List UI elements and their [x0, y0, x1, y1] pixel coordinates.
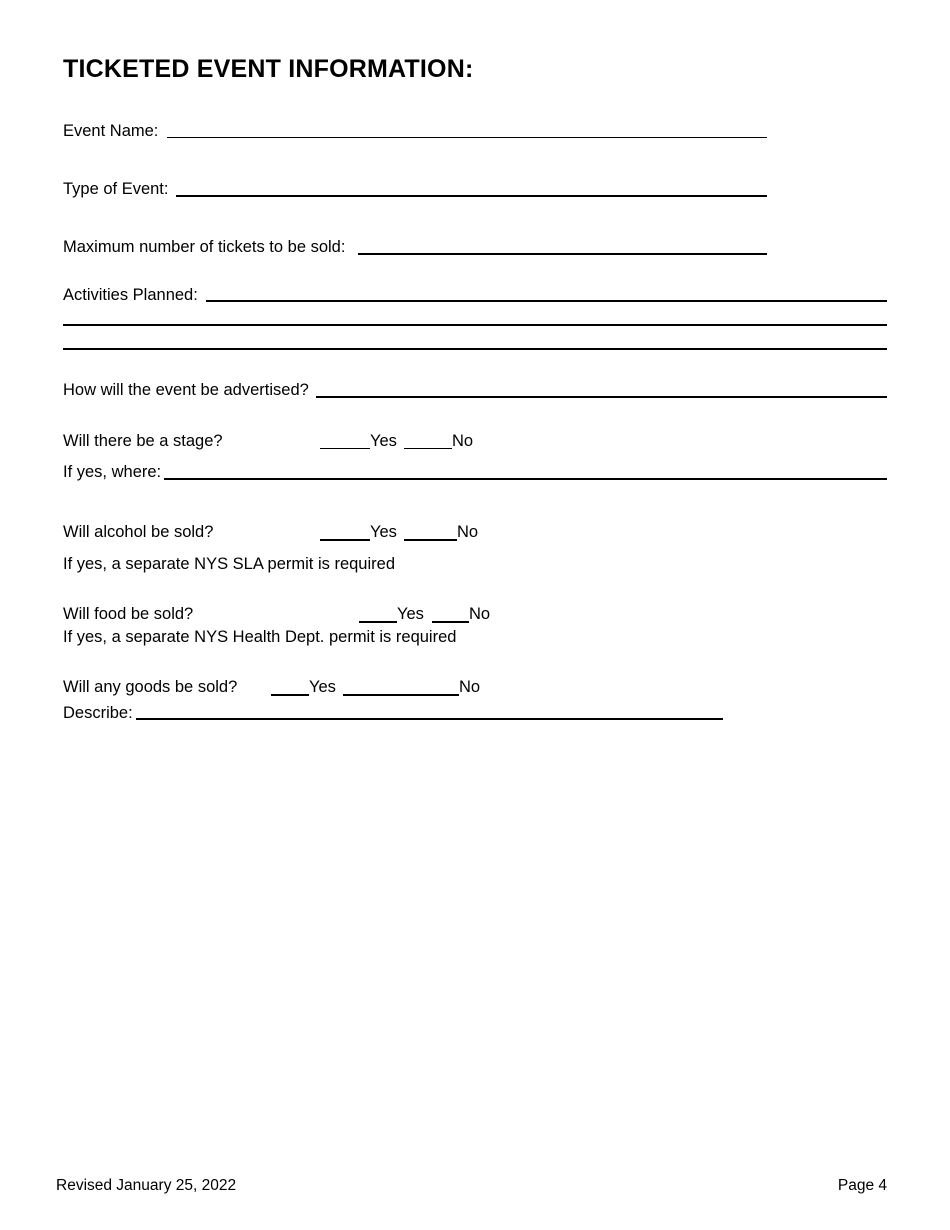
- max-tickets-label: Maximum number of tickets to be sold:: [63, 238, 346, 256]
- revised-date: Revised January 25, 2022: [56, 1177, 237, 1194]
- page-title: TICKETED EVENT INFORMATION:: [63, 55, 474, 83]
- alcohol-yes-label: Yes: [370, 523, 397, 541]
- goods-no-blank[interactable]: [343, 694, 459, 696]
- stage-no-label: No: [452, 432, 474, 450]
- activities-field-line-3[interactable]: [63, 348, 887, 350]
- stage-yes-blank[interactable]: [320, 448, 370, 449]
- alcohol-yes-blank[interactable]: [320, 539, 370, 541]
- activities-label: Activities Planned:: [63, 286, 198, 304]
- type-of-event-label: Type of Event:: [63, 180, 169, 198]
- food-no-label: No: [469, 605, 491, 623]
- food-permit-note: If yes, a separate NYS Health Dept. permit is required: [63, 628, 457, 646]
- alcohol-no-label: No: [457, 523, 479, 541]
- food-yes-blank[interactable]: [359, 621, 397, 623]
- event-name-field[interactable]: [167, 137, 767, 138]
- food-yes-label: Yes: [397, 605, 424, 623]
- alcohol-no-blank[interactable]: [404, 539, 457, 541]
- alcohol-permit-note: If yes, a separate NYS SLA permit is required: [63, 555, 395, 573]
- page-number: Page 4: [837, 1177, 887, 1194]
- activities-field-line-1[interactable]: [206, 300, 887, 302]
- alcohol-label: Will alcohol be sold?: [63, 523, 214, 541]
- advertised-field[interactable]: [316, 396, 887, 398]
- type-of-event-field[interactable]: [176, 195, 767, 197]
- stage-no-blank[interactable]: [404, 448, 452, 449]
- goods-yes-label: Yes: [309, 678, 336, 696]
- describe-label: Describe:: [63, 704, 133, 722]
- advertised-label: How will the event be advertised?: [63, 381, 309, 399]
- stage-where-field[interactable]: [164, 478, 887, 480]
- stage-yes-label: Yes: [370, 432, 397, 450]
- food-no-blank[interactable]: [432, 621, 469, 623]
- stage-label: Will there be a stage?: [63, 432, 223, 450]
- goods-label: Will any goods be sold?: [63, 678, 238, 696]
- stage-where-label: If yes, where:: [63, 463, 162, 481]
- event-name-label: Event Name:: [63, 122, 159, 140]
- describe-field[interactable]: [136, 718, 723, 720]
- max-tickets-field[interactable]: [358, 253, 767, 255]
- food-label: Will food be sold?: [63, 605, 194, 623]
- goods-no-label: No: [459, 678, 481, 696]
- goods-yes-blank[interactable]: [271, 694, 309, 696]
- activities-field-line-2[interactable]: [63, 324, 887, 326]
